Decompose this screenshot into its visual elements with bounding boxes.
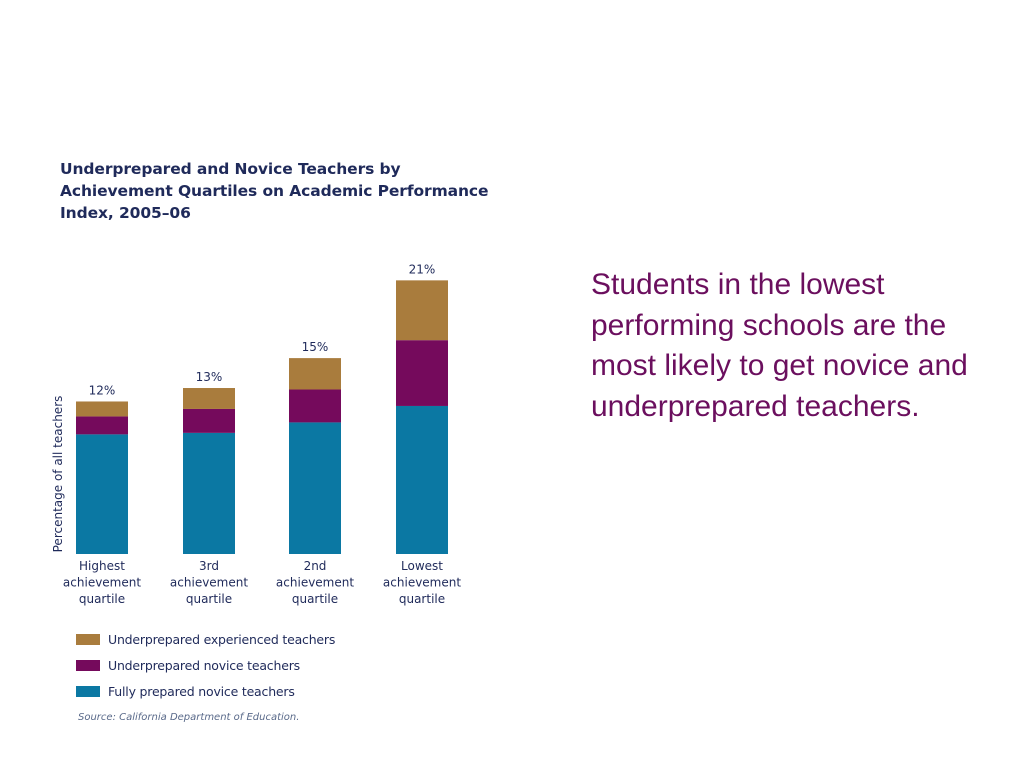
x-tick-label-2-line-1: 3rd [199, 559, 219, 573]
x-tick-label-1-line-3: quartile [78, 592, 126, 606]
bar-underprepared-experienced-teachers-2 [183, 388, 235, 409]
bar-fully-prepared-novice-teachers-4 [396, 406, 448, 554]
bar-underprepared-experienced-teachers-1 [76, 401, 128, 416]
bar-fully-prepared-novice-teachers-3 [289, 422, 341, 554]
legend-item-underprepared-novice [76, 652, 335, 678]
bar-underprepared-novice-teachers-4 [396, 340, 448, 406]
bar-total-label-1: 12% [88, 383, 116, 398]
x-tick-label-2-line-3: quartile [185, 592, 233, 606]
chart-legend [76, 626, 335, 704]
x-tick-label-1-line-2: achievement [62, 575, 142, 590]
x-tick-label-4-line-3: quartile [398, 592, 446, 606]
x-tick-label-3-line-2: achievement [275, 575, 355, 590]
x-tick-label-1-line-1: Highest [79, 559, 125, 573]
y-axis-label: Percentage of all teachers [51, 395, 65, 553]
chart-title: Underprepared and Novice Teachers by Achievement Quartiles on Academic Performance Index, 2005–06 [60, 160, 489, 222]
bar-total-label-4: 21% [408, 262, 436, 277]
x-tick-label-4-line-1: Lowest [401, 559, 443, 573]
bar-total-label-3: 15% [301, 340, 329, 355]
legend-swatch-underprepared-novice [76, 660, 100, 671]
bar-total-label-2: 13% [195, 370, 223, 385]
bar-fully-prepared-novice-teachers-1 [76, 434, 128, 554]
legend-swatch-underprepared-experienced [76, 634, 100, 645]
legend-item-fully-prepared-novice [76, 678, 335, 704]
x-tick-label-2-line-2: achievement [169, 575, 249, 590]
bar-underprepared-experienced-teachers-4 [396, 280, 448, 340]
bar-fully-prepared-novice-teachers-2 [183, 433, 235, 554]
chart-source-note: Source: California Department of Education. [78, 712, 300, 723]
legend-swatch-fully-prepared-novice [76, 686, 100, 697]
legend-label-underprepared-novice: Underprepared novice teachers [108, 657, 300, 673]
x-tick-label-4-line-2: achievement [382, 575, 462, 590]
bar-underprepared-novice-teachers-2 [183, 409, 235, 433]
slide-body-text: Students in the lowest performing schools are the most likely to get novice and underprepared teachers. [591, 268, 968, 423]
legend-item-underprepared-experienced [76, 626, 335, 652]
x-tick-label-3-line-3: quartile [291, 592, 339, 606]
bar-underprepared-novice-teachers-1 [76, 416, 128, 434]
bar-underprepared-novice-teachers-3 [289, 390, 341, 423]
bar-underprepared-experienced-teachers-3 [289, 358, 341, 389]
legend-label-underprepared-experienced: Underprepared experienced teachers [108, 631, 336, 647]
x-tick-label-3-line-1: 2nd [303, 559, 327, 573]
legend-label-fully-prepared-novice: Fully prepared novice teachers [108, 683, 295, 699]
